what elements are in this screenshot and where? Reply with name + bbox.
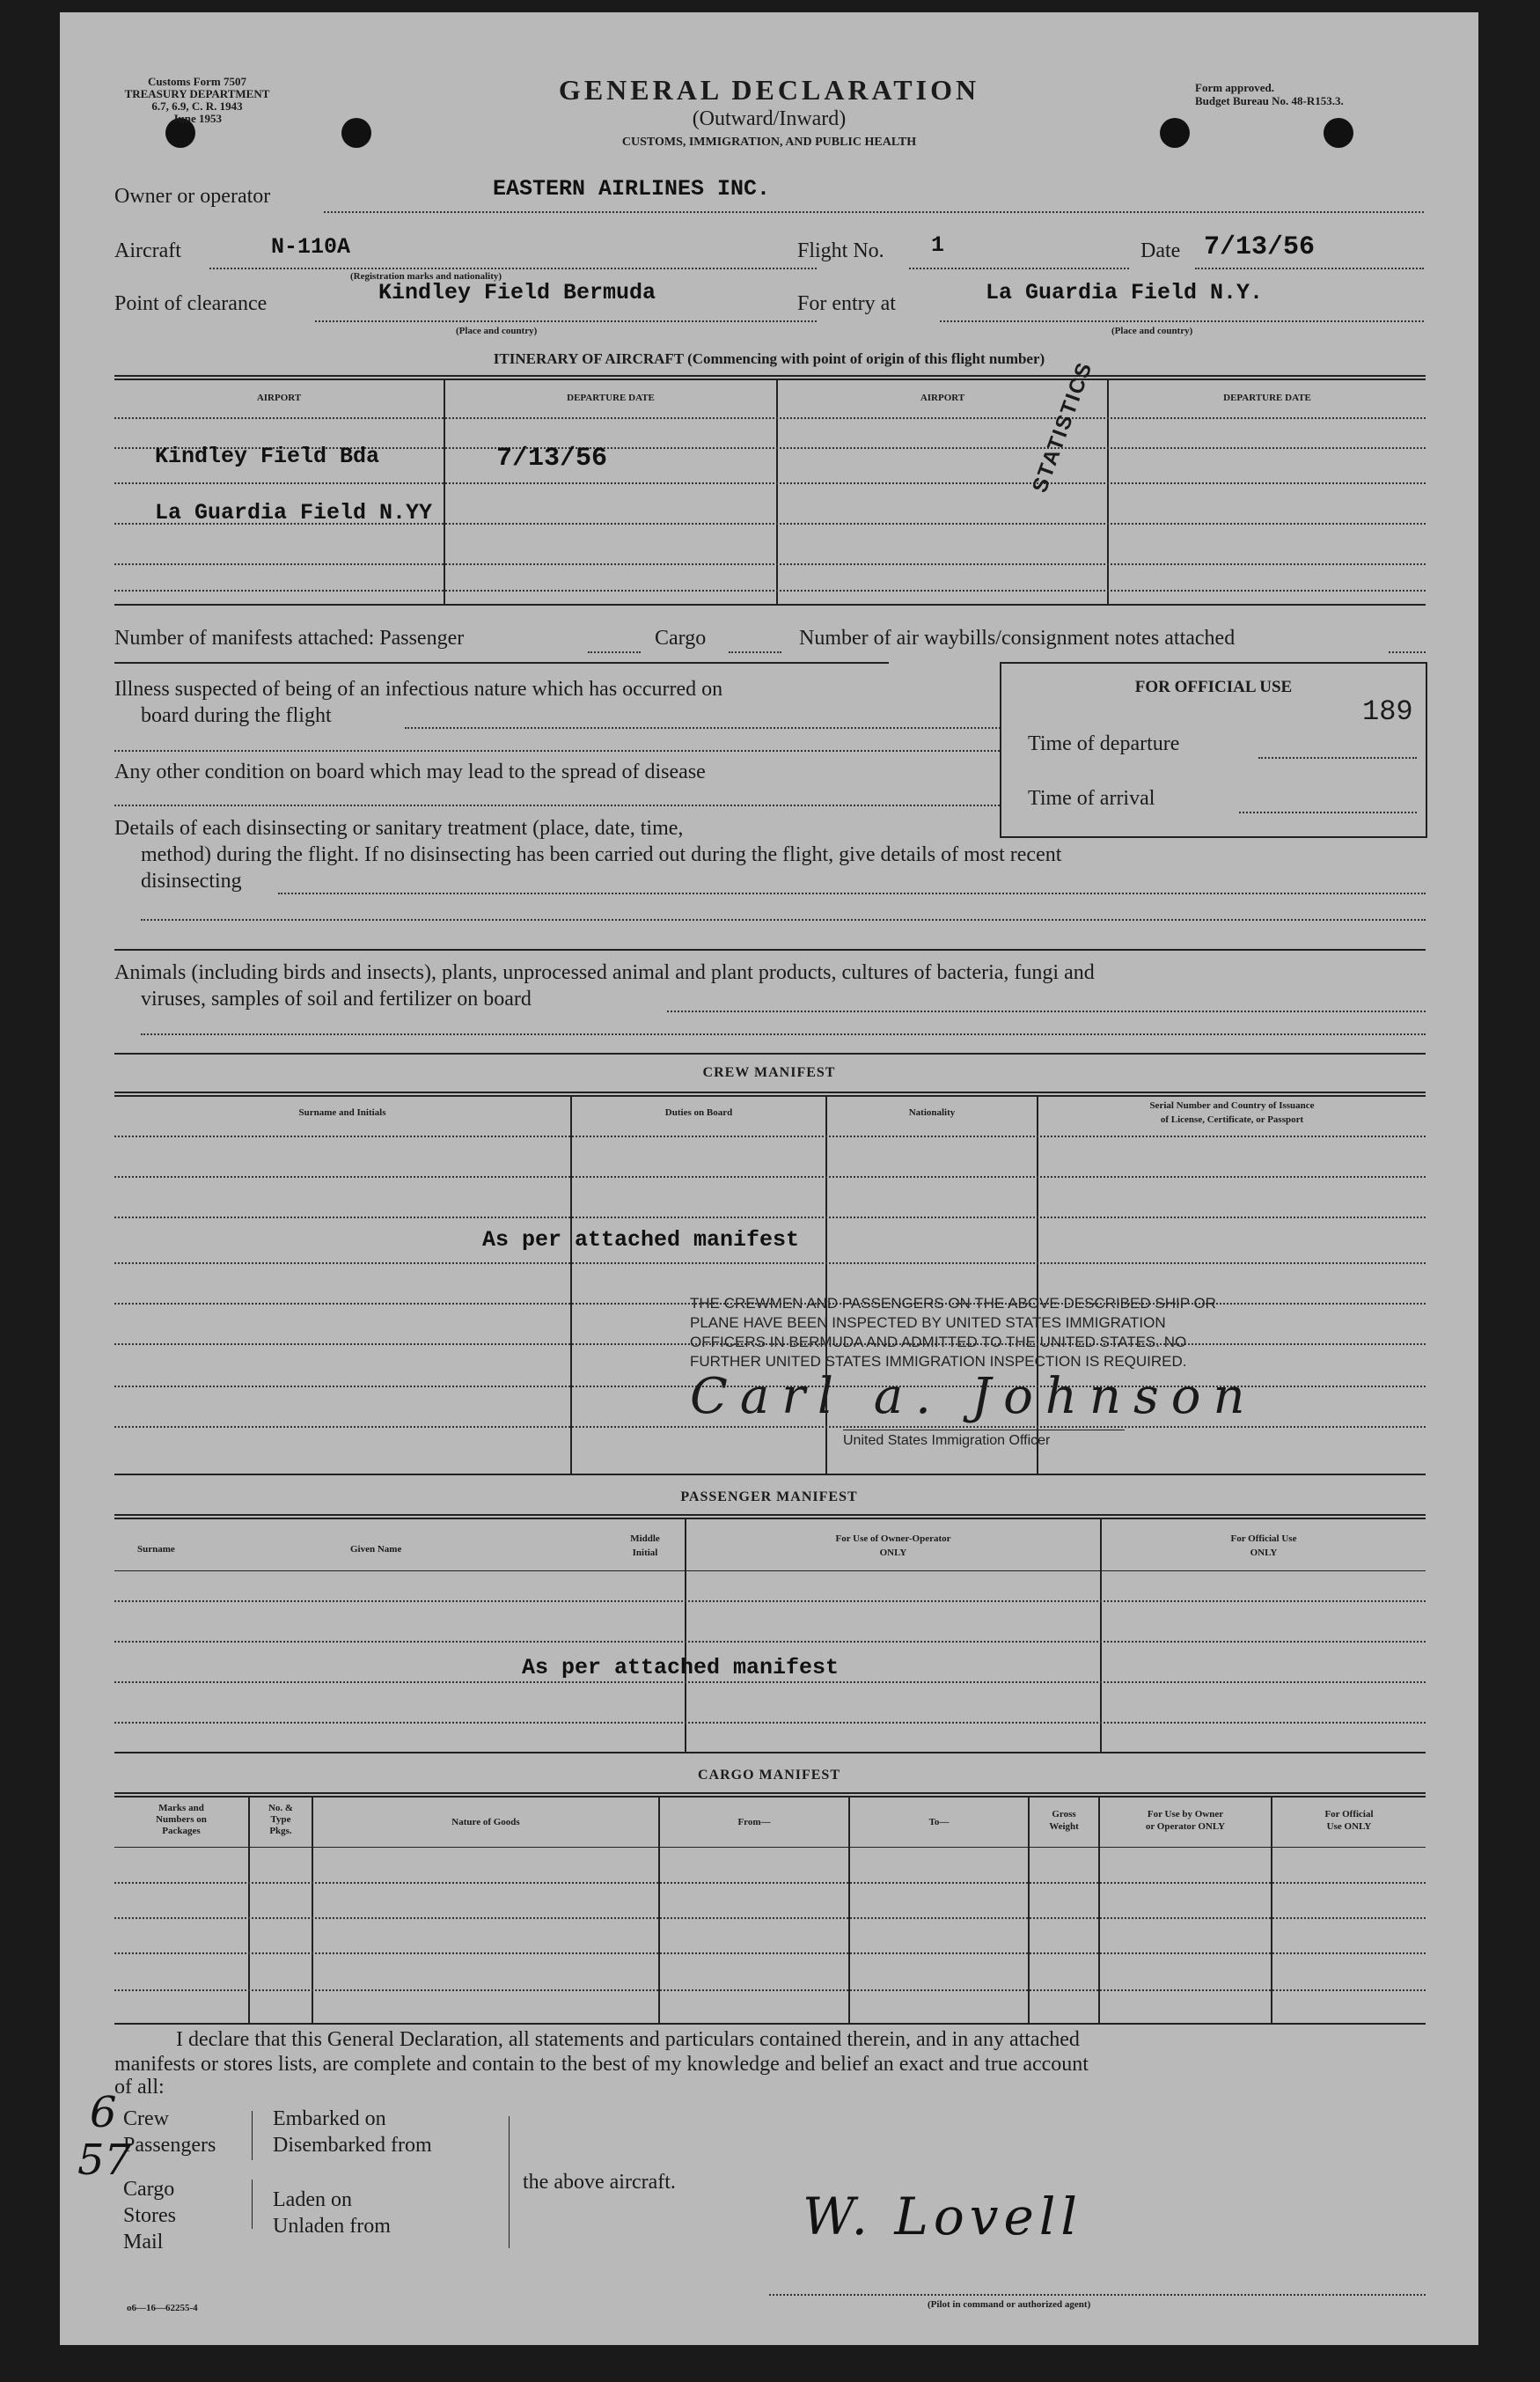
handwritten-passenger-count: 57: [77, 2136, 132, 2185]
cargo-header-line: Marks and: [158, 1803, 204, 1813]
cargo-header-line: Weight: [1049, 1821, 1079, 1832]
itinerary-header: DEPARTURE DATE: [1223, 393, 1311, 403]
aircraft-caption: (Registration marks and nationality): [350, 271, 502, 282]
passenger-header: Surname: [137, 1544, 175, 1555]
entry-label: For entry at: [797, 292, 896, 315]
cargo-header-line: For Official: [1324, 1809, 1374, 1820]
crew-note: As per attached manifest: [482, 1227, 800, 1253]
passenger-header: ONLY: [1250, 1548, 1278, 1558]
form-title: GENERAL DECLARATION: [558, 74, 980, 106]
declaration-mail: Mail: [123, 2231, 164, 2253]
stamp-line: PLANE HAVE BEEN INSPECTED BY UNITED STATES IMMIGRATION: [690, 1314, 1166, 1331]
manifests-label: Number of manifests attached: Passenger: [114, 627, 465, 650]
declaration-text: I declare that this General Declaration, all statements and particulars contained therein, and in any attached: [176, 2028, 1080, 2051]
stamp-line: THE CREWMEN AND PASSENGERS ON THE ABOVE DESCRIBED SHIP OR: [690, 1295, 1216, 1312]
form-line: TREASURY DEPARTMENT: [124, 87, 270, 100]
time-arrival-label: Time of arrival: [1028, 787, 1155, 810]
declaration-unladen: Unladen from: [273, 2215, 391, 2238]
disinsecting-text: Details of each disinsecting or sanitary treatment (place, date, time,: [114, 817, 684, 840]
cargo-manifest-title: CARGO MANIFEST: [697, 1768, 840, 1783]
crew-header: Surname and Initials: [298, 1107, 386, 1118]
owner-value: EASTERN AIRLINES INC.: [493, 176, 771, 202]
entry-value: La Guardia Field N.Y.: [986, 280, 1264, 305]
form-line: Customs Form 7507: [148, 75, 246, 88]
itinerary-header: AIRPORT: [920, 393, 965, 403]
declaration-above: the above aircraft.: [523, 2171, 676, 2194]
animals-text: Animals (including birds and insects), plants, unprocessed animal and plant products, cultures of bacteria, fungi and: [114, 961, 1095, 984]
owner-label: Owner or operator: [114, 185, 271, 208]
flight-no-value: 1: [931, 232, 945, 258]
animals-text: viruses, samples of soil and fertilizer on board: [141, 988, 532, 1011]
flight-no-label: Flight No.: [797, 239, 884, 262]
passenger-note: As per attached manifest: [522, 1655, 840, 1680]
cargo-header-line: No. &: [268, 1803, 294, 1813]
cargo-header-line: Numbers on: [156, 1814, 207, 1825]
passenger-header: Given Name: [350, 1544, 402, 1555]
cargo-header-marks: [114, 1803, 248, 1837]
passenger-header: Middle: [630, 1533, 660, 1544]
aircraft-label: Aircraft: [114, 239, 181, 262]
approval-line: Form approved.: [1195, 81, 1275, 94]
statistics-stamp: STATISTICS: [1028, 357, 1097, 496]
form-subtitle: (Outward/Inward): [692, 107, 847, 130]
cargo-header-line: Use ONLY: [1326, 1821, 1372, 1832]
date-value: 7/13/56: [1204, 232, 1316, 262]
cargo-header-official: [1272, 1808, 1426, 1833]
itinerary-header: AIRPORT: [256, 393, 302, 403]
declaration-crew: Crew: [123, 2107, 169, 2130]
crew-header: of License, Certificate, or Passport: [1160, 1114, 1304, 1125]
crew-manifest-title: CREW MANIFEST: [702, 1065, 836, 1080]
immigration-stamp: [690, 1294, 1216, 1371]
passenger-header: For Official Use: [1230, 1533, 1297, 1544]
declaration-disembarked: Disembarked from: [273, 2134, 432, 2157]
cargo-header-line: Packages: [162, 1826, 201, 1836]
cargo-header-line: Pkgs.: [269, 1826, 292, 1836]
itinerary-header: DEPARTURE DATE: [567, 393, 655, 403]
condition-text: Any other condition on board which may lead to the spread of disease: [114, 761, 706, 783]
declaration-text: manifests or stores lists, are complete and contain to the best of my knowledge and belief an exact and true account: [114, 2053, 1089, 2076]
crew-header: Serial Number and Country of Issuance: [1149, 1100, 1315, 1111]
manifests-cargo-label: Cargo: [655, 627, 707, 650]
form-line: June 1953: [172, 112, 222, 125]
cargo-header-line: For Use by Owner: [1147, 1809, 1224, 1820]
clearance-caption: (Place and country): [456, 326, 538, 336]
stamp-line: FURTHER UNITED STATES IMMIGRATION INSPECTION IS REQUIRED.: [690, 1353, 1187, 1370]
cargo-header-line: Gross: [1052, 1809, 1076, 1820]
printer-code: o6—16—62255-4: [127, 2303, 198, 2313]
cargo-header-pkgs: [250, 1803, 312, 1837]
itinerary-airport: Kindley Field Bda: [155, 444, 380, 469]
form-agencies: CUSTOMS, IMMIGRATION, AND PUBLIC HEALTH: [621, 136, 917, 149]
itinerary-title: ITINERARY OF AIRCRAFT (Commencing with point of origin of this flight number): [493, 350, 1045, 367]
cargo-header-line: Type: [270, 1814, 291, 1825]
approval-line: Budget Bureau No. 48-R153.3.: [1195, 94, 1344, 107]
aircraft-value: N-110A: [271, 234, 351, 260]
declaration-text: of all:: [114, 2076, 165, 2099]
declaration-stores: Stores: [123, 2204, 176, 2227]
cargo-header: Nature of Goods: [451, 1817, 520, 1827]
declaration-cargo: Cargo: [123, 2178, 175, 2201]
cargo-header-weight: [1030, 1808, 1098, 1833]
itinerary-date: 7/13/56: [496, 444, 608, 474]
passenger-header: Initial: [632, 1548, 658, 1558]
declaration-passengers: Passengers: [123, 2134, 216, 2157]
official-use-number: 189: [1362, 695, 1413, 728]
declaration-form: [60, 12, 1478, 2345]
cargo-header: To—: [928, 1817, 950, 1827]
passenger-header: ONLY: [879, 1548, 907, 1558]
cargo-header-owner: [1100, 1808, 1271, 1833]
waybills-label: Number of air waybills/consignment notes attached: [799, 627, 1236, 650]
entry-caption: (Place and country): [1111, 326, 1193, 336]
passenger-header: For Use of Owner-Operator: [835, 1533, 951, 1544]
official-use-title: FOR OFFICIAL USE: [1134, 678, 1293, 696]
cargo-header: From—: [737, 1817, 771, 1827]
declaration-embarked: Embarked on: [273, 2107, 386, 2130]
clearance-label: Point of clearance: [114, 292, 268, 315]
declaration-laden: Laden on: [273, 2188, 352, 2211]
illness-text: Illness suspected of being of an infectious nature which has occurred on: [114, 678, 723, 701]
handwritten-crew-count: 6: [90, 2088, 117, 2137]
crew-header: Duties on Board: [664, 1107, 733, 1118]
time-departure-label: Time of departure: [1028, 732, 1180, 755]
cargo-header-line: or Operator ONLY: [1145, 1821, 1226, 1832]
pilot-caption: (Pilot in command or authorized agent): [928, 2299, 1091, 2310]
itinerary-airport: La Guardia Field N.YY: [155, 500, 433, 526]
disinsecting-text: disinsecting: [141, 870, 242, 893]
stamp-line: OFFICERS IN BERMUDA AND ADMITTED TO THE UNITED STATES. NO: [690, 1334, 1187, 1350]
passenger-manifest-title: PASSENGER MANIFEST: [680, 1489, 858, 1504]
officer-caption: United States Immigration Officer: [843, 1433, 1051, 1448]
pilot-signature: W. Lovell: [803, 2187, 1082, 2246]
form-line: 6.7, 6.9, C. R. 1943: [151, 99, 243, 113]
crew-header: Nationality: [908, 1107, 956, 1118]
clearance-value: Kindley Field Bermuda: [378, 280, 656, 305]
officer-signature: Carl a. Johnson: [690, 1368, 1258, 1425]
date-label: Date: [1140, 239, 1181, 262]
disinsecting-text: method) during the flight. If no disinsecting has been carried out during the flight, give details of most recent: [141, 843, 1062, 866]
illness-text: board during the flight: [141, 704, 332, 727]
